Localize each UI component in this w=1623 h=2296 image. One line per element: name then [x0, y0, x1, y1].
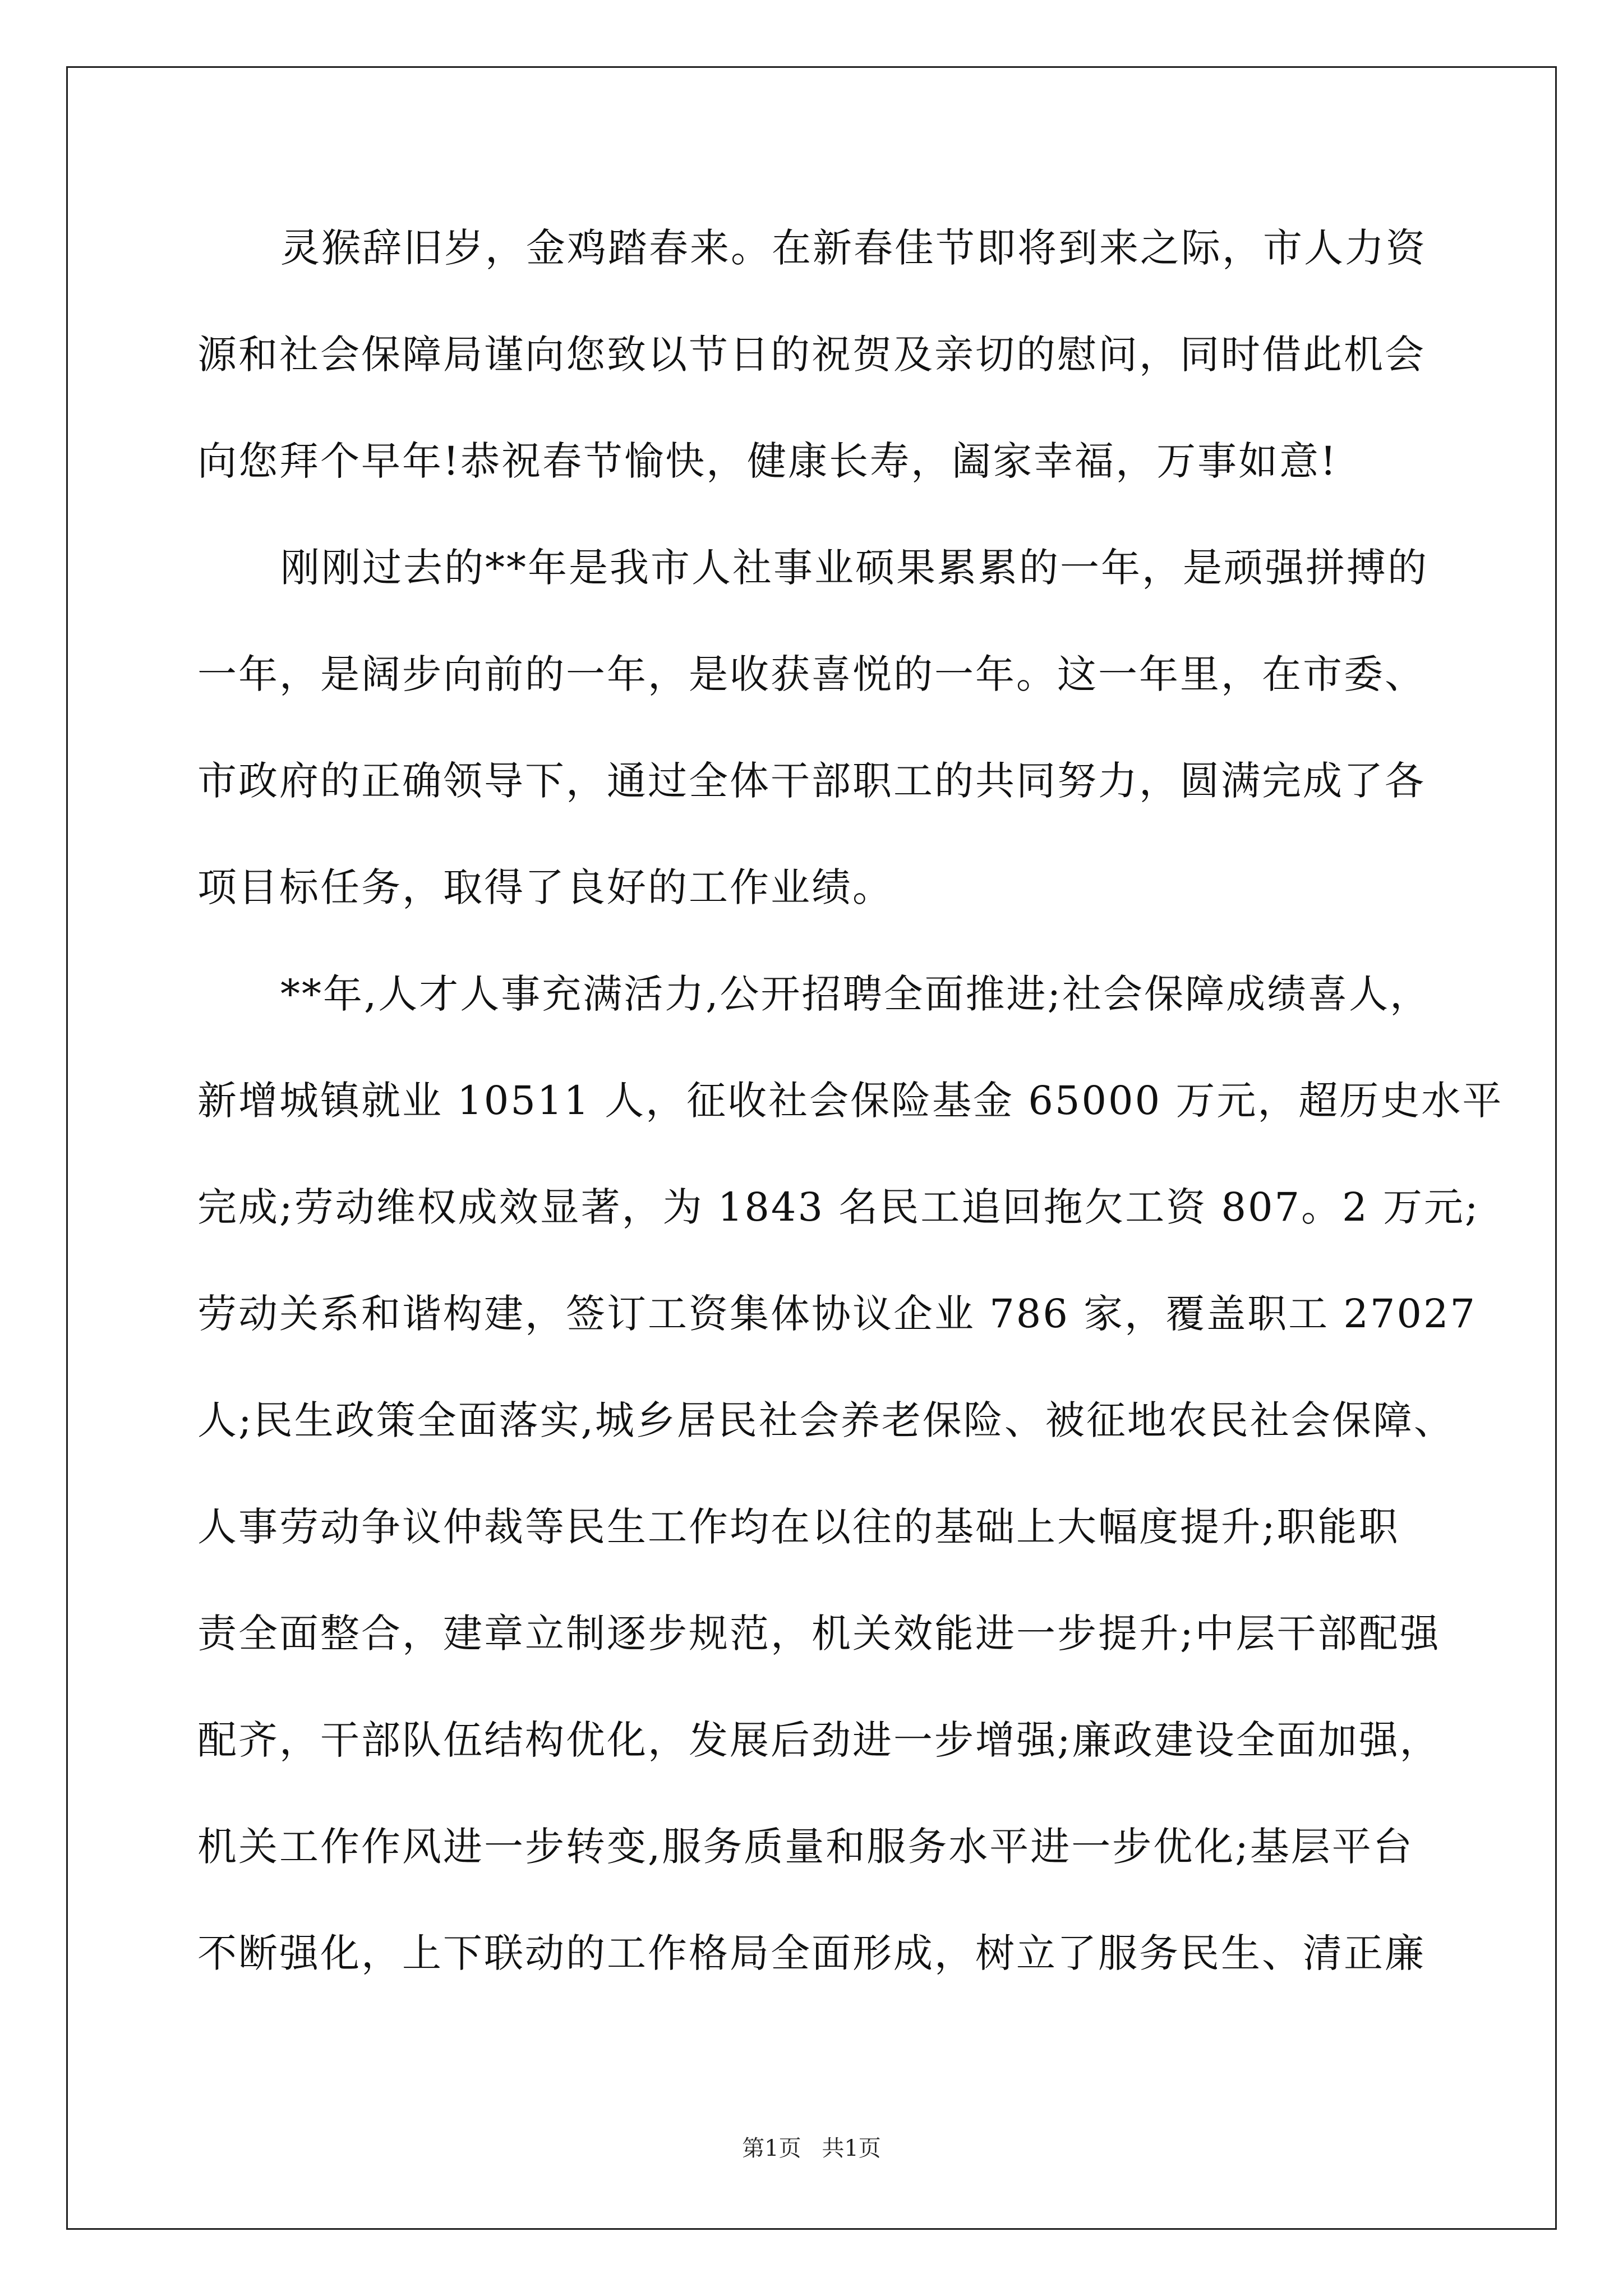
page-number: 第1页	[742, 2136, 801, 2161]
page-footer	[0, 2132, 1623, 2165]
page-total: 共1页	[822, 2136, 881, 2161]
document-body	[197, 0, 1504, 2296]
paragraph-2-line-1: 刚刚过去的**年是我市人社事业硕果累累的一年，是顽强拼搏的	[280, 545, 1428, 591]
paragraph-2-line-3: 市政府的正确领导下，通过全体干部职工的共同努力，圆满完成了各	[197, 758, 1426, 804]
paragraph-3-line-7: 责全面整合，建章立制逐步规范，机关效能进一步提升;中层干部配强	[197, 1611, 1441, 1657]
paragraph-2-line-4: 项目标任务，取得了良好的工作业绩。	[197, 864, 893, 910]
paragraph-3-line-1: **年,人才人事充满活力,公开招聘全面推进;社会保障成绩喜人，	[280, 971, 1431, 1017]
paragraph-3-line-10: 不断强化，上下联动的工作格局全面形成，树立了服务民生、清正廉	[197, 1930, 1426, 1976]
paragraph-3-line-3: 完成;劳动维权成效显著，为 1843 名民工追回拖欠工资 807。2 万元;	[197, 1184, 1480, 1230]
paragraph-1-line-2: 源和社会保障局谨向您致以节日的祝贺及亲切的慰问，同时借此机会	[197, 332, 1426, 378]
paragraph-3-line-9: 机关工作作风进一步转变,服务质量和服务水平进一步优化;基层平台	[197, 1824, 1414, 1870]
paragraph-3-line-8: 配齐，干部队伍结构优化，发展后劲进一步增强;廉政建设全面加强，	[197, 1717, 1441, 1763]
paragraph-3-line-2: 新增城镇就业 10511 人，征收社会保险基金 65000 万元，超历史水平	[197, 1078, 1504, 1124]
paragraph-2-line-2: 一年，是阔步向前的一年，是收获喜悦的一年。这一年里，在市委、	[197, 651, 1426, 697]
paragraph-3-line-5: 人;民生政策全面落实,城乡居民社会养老保险、被征地农民社会保障、	[197, 1397, 1455, 1443]
paragraph-3-line-4: 劳动关系和谐构建，签订工资集体协议企业 786 家，覆盖职工 27027	[197, 1291, 1477, 1337]
paragraph-1-line-1: 灵猴辞旧岁，金鸡踏春来。在新春佳节即将到来之际，市人力资	[280, 225, 1427, 271]
paragraph-1-line-3: 向您拜个早年!恭祝春节愉快，健康长寿，阖家幸福，万事如意!	[197, 438, 1338, 484]
paragraph-3-line-6: 人事劳动争议仲裁等民生工作均在以往的基础上大幅度提升;职能职	[197, 1504, 1400, 1550]
